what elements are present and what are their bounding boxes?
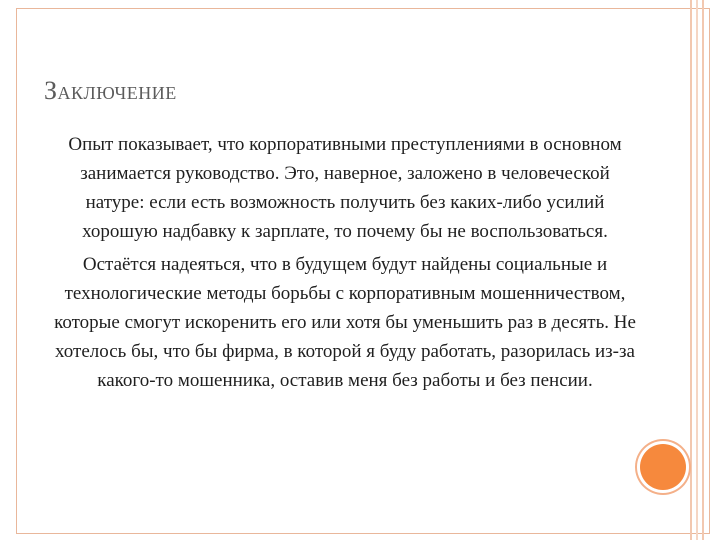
decorative-stripe [702, 0, 704, 540]
decorative-stripe [690, 0, 692, 540]
slide-body [50, 130, 640, 399]
body-paragraph-2: Остаётся надеяться, что в будущем будут найдены социальные и технологические методы борьбы с корпоративным мошенничеством, которые смогут искоренить его или хотя бы уменьшить раз в десять. Не хотелось бы, что бы фирма, в которой я буду работать, разорилась из-за какого-то мошенника, оставив меня без работы и без пенсии. [54, 254, 636, 391]
slide-title: Заключение [44, 76, 177, 105]
body-paragraph-1: Опыт показывает, что корпоративными преступлениями в основном занимается руководство. Это, наверное, заложено в человеческой натуре: если есть возможность получить без каких-либо усилий хорошую надбавку к зарплате, то почему бы не воспользоваться. [68, 134, 622, 242]
decorative-stripe [696, 0, 698, 540]
decorative-circle [640, 444, 686, 490]
